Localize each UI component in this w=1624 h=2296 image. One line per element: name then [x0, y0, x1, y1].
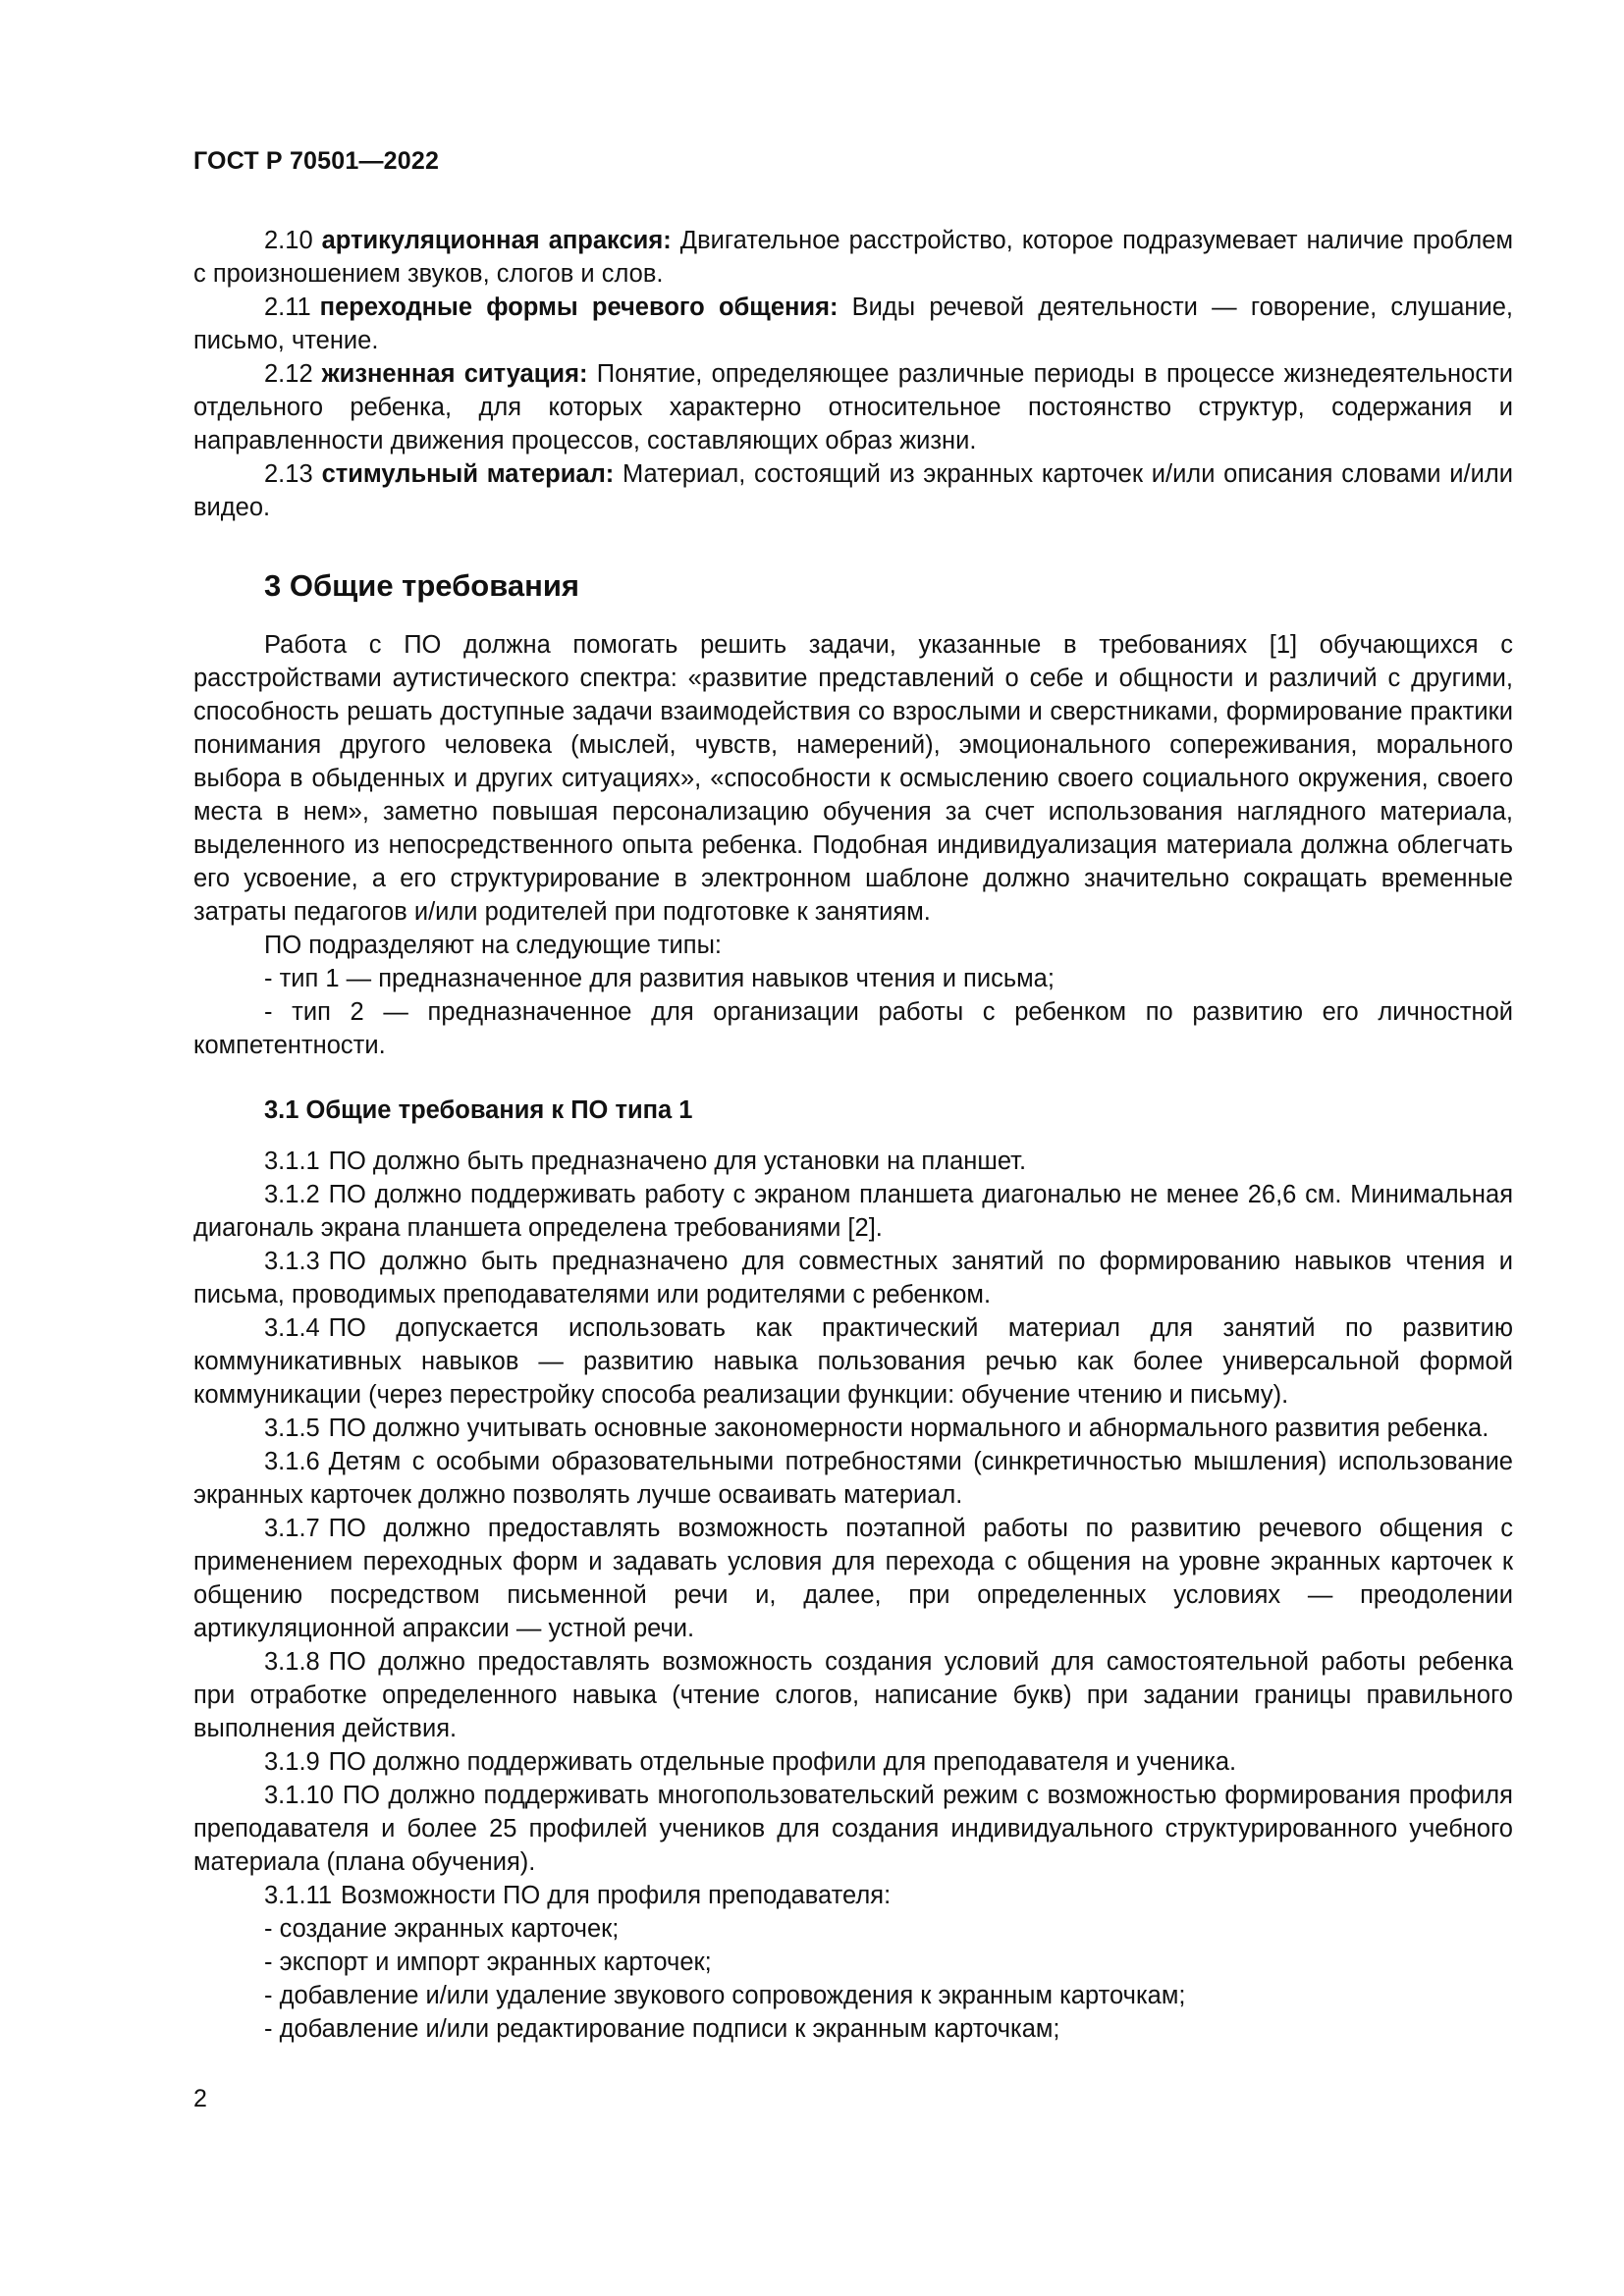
- definition-2-13: 2.13 стимульный материал: Материал, состоящий из экранных карточек и/или описания словами и/или видео.: [193, 460, 1513, 521]
- section-3-paragraph: Работа с ПО должна помогать решить задачи, указанные в требованиях [1] обучающихся с расстройствами аутистического спектра: «развитие представлений о себе и общности и различий с другими, способность решать доступные задачи взаимодействия со взрослыми и сверстниками, формирование практики понимания другого человека (мыслей, чувств, намерений), эмоционального сопереживания, морального выбора в обыденных и других ситуациях», «способности к осмыслению своего социального окружения, своего места в нем», заметно повышая персонализацию обучения за счет использования наглядного материала, выделенного из непосредственного опыта ребенка. Подобная индивидуализация материала должна облегчать его усвоение, а его структурирование в электронном шаблоне должно значительно сокращать временные затраты педагогов и/или родителей при подготовке к занятиям.: [193, 631, 1513, 926]
- clause-3-1-10: 3.1.10 ПО должно поддерживать многопользовательский режим с возможностью формирования профиля преподавателя и более 25 профилей учеников для создания индивидуального структурированного учебного материала (плана обучения).: [193, 1782, 1513, 1876]
- section-3-paragraph: ПО подразделяют на следующие типы:: [264, 932, 722, 959]
- clause-3-1-7: 3.1.7 ПО должно предоставлять возможность поэтапной работы по развитию речевого общения с применением переходных форм и задавать условия для перехода с общения на уровне экранных карточек к общению посредством письменной речи и, далее, при определенных условиях — преодолении артикуляционной апраксии — устной речи.: [193, 1515, 1513, 1642]
- list-item: - создание экранных карточек;: [264, 1915, 620, 1943]
- clause-3-1-9: 3.1.9 ПО должно поддерживать отдельные профили для преподавателя и ученика.: [264, 1748, 1237, 1776]
- page-number: 2: [193, 2085, 207, 2112]
- term: жизненная ситуация:: [321, 360, 588, 388]
- section-3-title: 3 Общие требования: [264, 568, 579, 603]
- page-content: [193, 224, 1513, 2046]
- definition-2-12: 2.12 жизненная ситуация: Понятие, определяющее различные периоды в процессе жизнедеятельности отдельного ребенка, для которых характерно относительное постоянство структур, содержания и направленности движения процессов, составляющих образ жизни.: [193, 360, 1513, 454]
- definition-2-11: 2.11 переходные формы речевого общения: Виды речевой деятельности — говорение, слушание, письмо, чтение.: [193, 294, 1514, 354]
- clause-3-1-4: 3.1.4 ПО допускается использовать как практический материал для занятий по развитию коммуникативных навыков — развитию навыка пользования речью как более универсальной формой коммуникации (через перестройку способа реализации функции: обучение чтению и письму).: [193, 1314, 1513, 1409]
- term: стимульный материал:: [321, 460, 615, 488]
- term: артикуляционная апраксия:: [321, 227, 672, 254]
- list-item: - добавление и/или удаление звукового сопровождения к экранным карточкам;: [264, 1982, 1186, 2009]
- section-3-list-item: - тип 2 — предназначенное для организации работы с ребенком по развитию его личностной компетентности.: [193, 998, 1513, 1059]
- clause-3-1-5: 3.1.5 ПО должно учитывать основные закономерности нормального и абнормального развития ребенка.: [264, 1415, 1489, 1442]
- clause-3-1-8: 3.1.8 ПО должно предоставлять возможность создания условий для самостоятельной работы ребенка при отработке определенного навыка (чтение слогов, написание букв) при задании границы правильного выполнения действия.: [193, 1648, 1513, 1742]
- clause-3-1-6: 3.1.6 Детям с особыми образовательными потребностями (синкретичностью мышления) использование экранных карточек должно позволять лучше осваивать материал.: [193, 1448, 1513, 1509]
- clause-3-1-1: 3.1.1 ПО должно быть предназначено для установки на планшет.: [264, 1148, 1027, 1175]
- section-3-list-item: - тип 1 — предназначенное для развития навыков чтения и письма;: [264, 965, 1055, 992]
- clause-3-1-11: 3.1.11 Возможности ПО для профиля преподавателя:: [264, 1882, 892, 1909]
- definition-2-10: 2.10 артикуляционная апраксия: Двигательное расстройство, которое подразумевает наличие проблем с произношением звуков, слогов и слов.: [193, 227, 1513, 288]
- clause-3-1-2: 3.1.2 ПО должно поддерживать работу с экраном планшета диагональю не менее 26,6 см. Минимальная диагональ экрана планшета определена требованиями [2].: [193, 1181, 1513, 1242]
- subsection-3-1-title: 3.1 Общие требования к ПО типа 1: [264, 1096, 693, 1124]
- list-item: - добавление и/или редактирование подписи к экранным карточкам;: [264, 2015, 1060, 2043]
- term: переходные формы речевого общения:: [319, 294, 839, 321]
- document-header: ГОСТ Р 70501—2022: [193, 147, 440, 175]
- clause-3-1-3: 3.1.3 ПО должно быть предназначено для совместных занятий по формированию навыков чтения и письма, проводимых преподавателями или родителями с ребенком.: [193, 1248, 1513, 1308]
- list-item: - экспорт и импорт экранных карточек;: [264, 1949, 712, 1976]
